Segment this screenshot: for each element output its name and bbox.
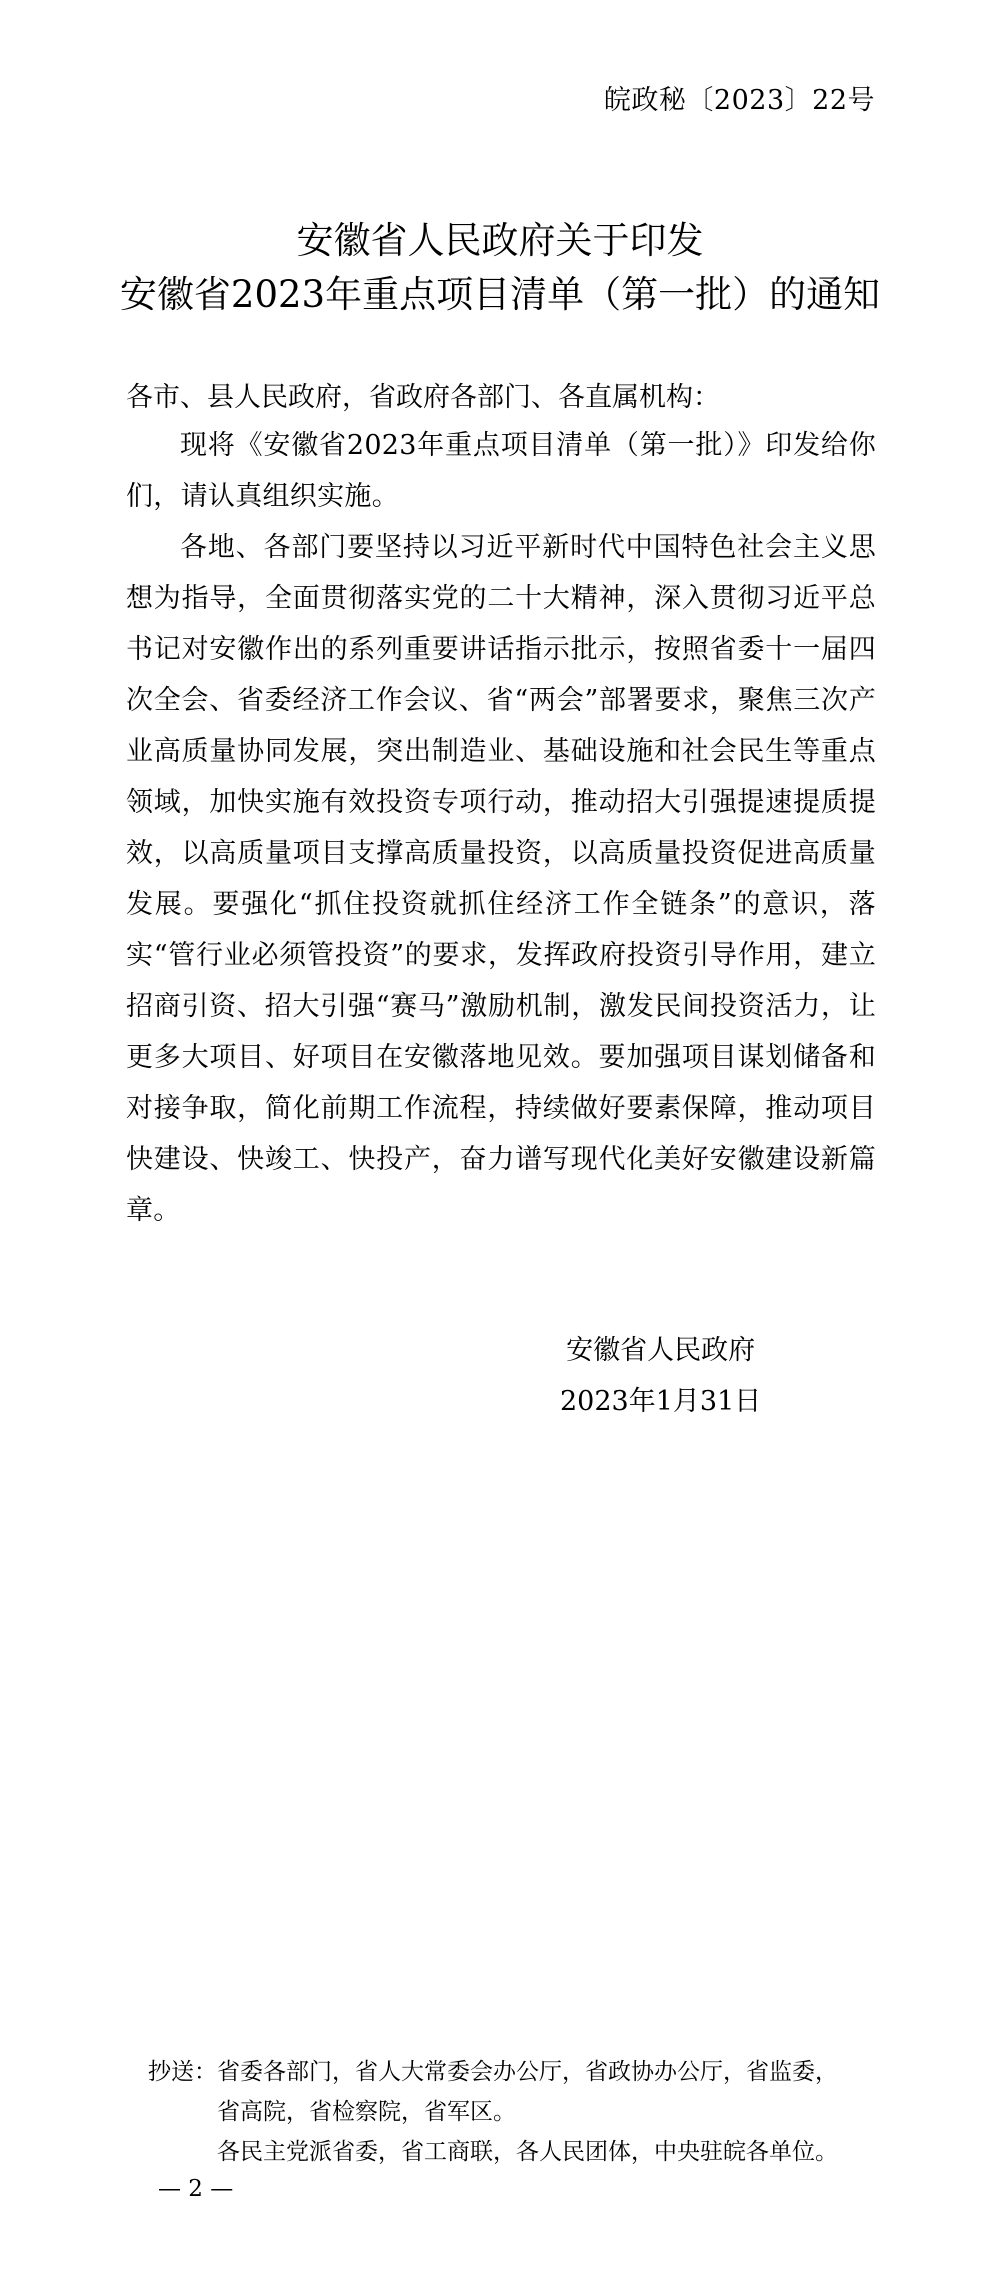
cc-list — [148, 2052, 838, 2172]
issuer-name: 安徽省人民政府 — [566, 1335, 756, 1366]
cc-line-3: 各民主党派省委，省工商联，各人民团体，中央驻皖各单位。 — [217, 2139, 838, 2165]
cc-line-1: 抄送：省委各部门，省人大常委会办公厅，省政协办公厅，省监委， — [148, 2059, 838, 2085]
paragraph-1: 现将《安徽省2023年重点项目清单（第一批）》印发给你们，请认真组织实施。 — [126, 430, 876, 512]
salutation: 各市、县人民政府，省政府各部门、各直属机构： — [126, 382, 720, 413]
page-number: — 2 — — [158, 2176, 234, 2202]
paragraph-2: 各地、各部门要坚持以习近平新时代中国特色社会主义思想为指导，全面贯彻落实党的二十大精神，深入贯彻习近平总书记对安徽作出的系列重要讲话指示批示，按照省委十一届四次全会、省委经济工作会议、省“两会”部署要求，聚焦三次产业高质量协同发展，突出制造业、基础设施和社会民生等重点领域，加快实施有效投资专项行动，推动招大引强提速提质提效，以高质量项目支撑高质量投资，以高质量投资促进高质量发展。要强化“抓住投资就抓住经济工作全链条”的意识，落实“管行业必须管投资”的要求，发挥政府投资引导作用，建立招商引资、招大引强“赛马”激励机制，激发民间投资活力，让更多大项目、好项目在安徽落地见效。要加强项目谋划储备和对接争取，简化前期工作流程，持续做好要素保障，推动项目快建设、快竣工、快投产，奋力谱写现代化美好安徽建设新篇章。 — [126, 532, 876, 1226]
body-text — [126, 420, 876, 1236]
document-title — [0, 214, 1000, 322]
title-line-1: 安徽省人民政府关于印发 — [296, 219, 704, 262]
issue-date: 2023年1月31日 — [560, 1386, 762, 1417]
signature-block — [560, 1325, 761, 1427]
cc-line-2: 省高院，省检察院，省军区。 — [217, 2099, 516, 2125]
document-number: 皖政秘〔2023〕22号 — [603, 85, 875, 116]
title-line-2: 安徽省2023年重点项目清单（第一批）的通知 — [119, 273, 881, 316]
